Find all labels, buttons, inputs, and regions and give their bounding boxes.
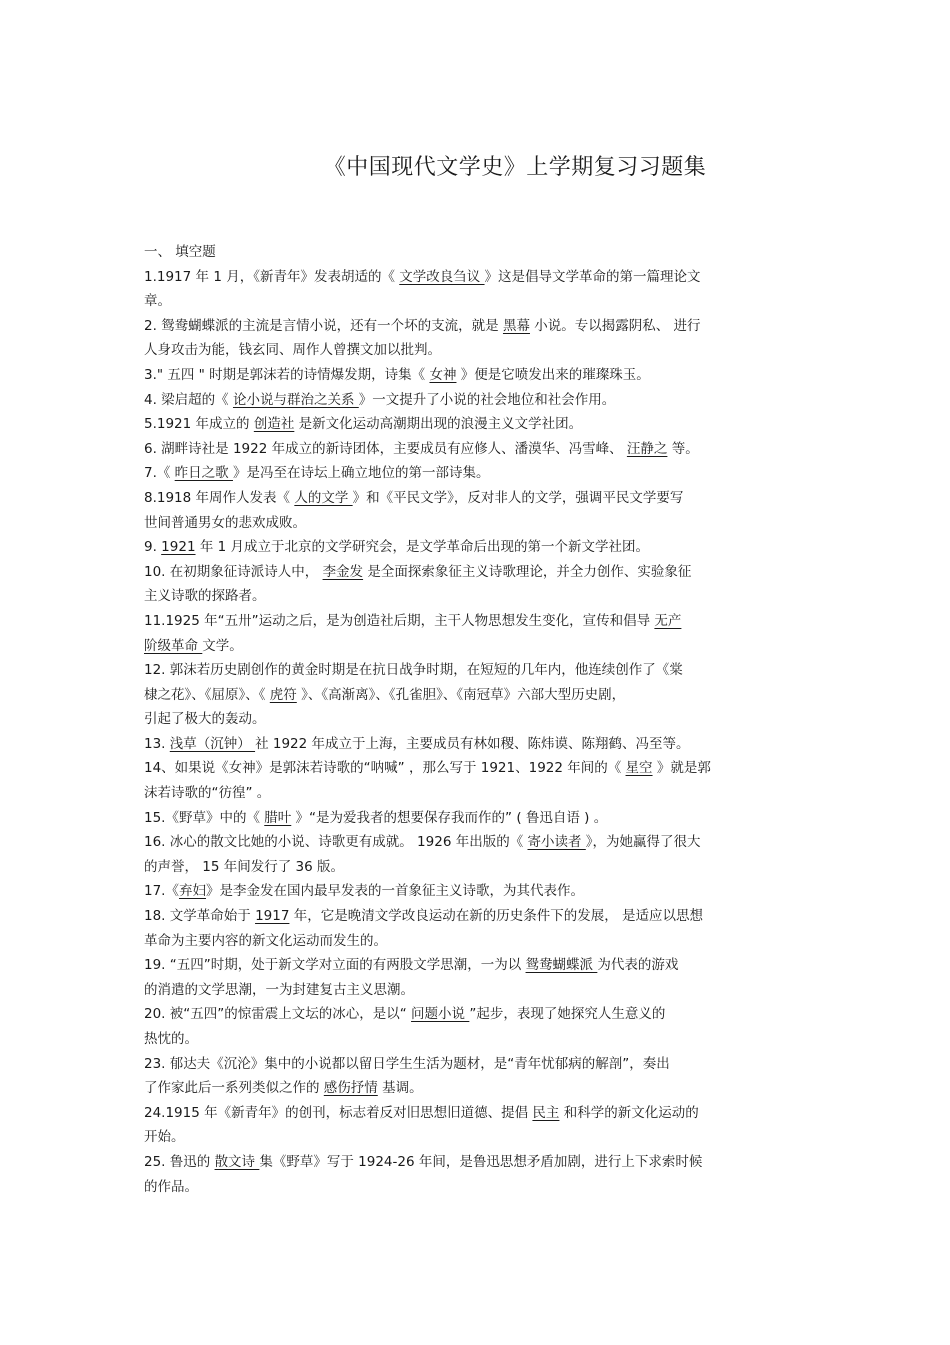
- answer-blank: 论小说与群治之关系: [232, 391, 359, 408]
- text-segment: 1.1917 年 1 月，《新青年》发表胡适的《: [144, 268, 400, 285]
- answer-blank: 创造社: [253, 416, 295, 433]
- text-segment: 是全面探索象征主义诗歌理论，并全力创作、实验象征: [363, 563, 692, 580]
- text-segment: 热忱的。: [144, 1031, 198, 1047]
- text-segment: 年 1 月成立于北京的文学研究会，是文学革命后出现的第一个新文学社团。: [195, 539, 649, 556]
- text-segment: ”起步，表现了她探究人生意义的: [469, 1006, 666, 1023]
- page-title: [0, 150, 950, 181]
- text-segment: 沫若诗歌的“彷徨” 。: [144, 785, 271, 802]
- text-line: [144, 1125, 814, 1150]
- text-segment: 棣之花》、《屈原》、《: [144, 686, 270, 703]
- text-segment: 的消遣的文学思潮，一为封建复古主义思潮。: [144, 981, 414, 998]
- text-line: [144, 609, 814, 634]
- text-line: [144, 830, 814, 855]
- text-line: [144, 437, 814, 462]
- text-line: [144, 855, 814, 880]
- text-line: [144, 363, 814, 388]
- answer-blank: 人的文学: [294, 489, 353, 506]
- text-segment: 的作品。: [144, 1178, 198, 1195]
- text-segment: 革命为主要内容的新文化运动而发生的。: [144, 932, 387, 949]
- answer-blank: 民主: [532, 1104, 560, 1121]
- answer-blank: 女神: [429, 366, 457, 383]
- text-line: [144, 1175, 814, 1200]
- text-segment: 15.《野草》中的《: [144, 809, 265, 826]
- answer-blank: 弃妇: [178, 883, 206, 900]
- text-line: [144, 560, 814, 585]
- text-segment: 》这是倡导文学革命的第一篇理论文: [484, 268, 701, 285]
- text-segment: 13.: [144, 735, 170, 752]
- text-line: [144, 486, 814, 511]
- text-line: [144, 806, 814, 831]
- answer-blank: 寄小读者: [527, 834, 586, 851]
- answer-blank: 腊叶: [264, 809, 292, 826]
- text-segment: 》、《高渐离》、《孔雀胆》、《南冠草》六部大型历史剧，: [296, 686, 626, 703]
- text-line: [144, 1052, 814, 1077]
- answer-blank: 感伤抒情: [323, 1080, 378, 1097]
- text-segment: 4. 梁启超的《: [144, 391, 233, 408]
- text-segment: 世间普通男女的悲欢成败。: [144, 514, 306, 531]
- answer-blank: 李金发: [322, 563, 364, 580]
- text-line: [144, 412, 814, 437]
- page-title-text: 《中国现代文学史》上学期复习习题集: [323, 155, 707, 180]
- text-segment: 2. 鸳鸯蝴蝶派的主流是言情小说，还有一个坏的支流，就是: [144, 317, 503, 334]
- text-segment: 》，为她赢得了很大: [585, 834, 701, 851]
- section-heading: [144, 240, 814, 265]
- text-segment: 19. “五四”时期，处于新文学对立面的有两股文学思潮，一为以: [144, 957, 526, 974]
- answer-blank: 文学改良刍议: [399, 268, 485, 285]
- text-line: [144, 658, 814, 683]
- text-segment: 10. 在初期象征诗派诗人中，: [144, 563, 323, 580]
- text-line: [144, 904, 814, 929]
- text-segment: 7.《: [144, 465, 175, 482]
- text-segment: 了作家此后一系列类似之作的: [144, 1080, 324, 1097]
- text-segment: 25. 鲁迅的: [144, 1153, 215, 1170]
- text-segment: 14、如果说《女神》是郭沫若诗歌的“呐喊” ，那么写于 1921、1922 年间的《: [144, 760, 626, 777]
- answer-blank: 1921: [161, 539, 196, 556]
- text-line: [144, 707, 814, 732]
- document-body: [144, 240, 814, 1199]
- text-segment: 》便是它喷发出来的璀璨珠玉。: [456, 366, 650, 383]
- answer-blank: 1917: [255, 908, 290, 925]
- text-line: [144, 388, 814, 413]
- answer-blank: 鸳鸯蝴蝶派: [525, 957, 598, 974]
- text-segment: 》和《平民文学》，反对非人的文学，强调平民文学要写: [352, 489, 684, 506]
- text-line: [144, 314, 814, 339]
- text-segment: 人身攻击为能，钱玄同、周作人曾撰文加以批判。: [144, 342, 441, 359]
- text-line: [144, 535, 814, 560]
- text-segment: 章。: [144, 293, 171, 310]
- text-segment: 9.: [144, 539, 162, 556]
- text-segment: 》是冯至在诗坛上确立地位的第一部诗集。: [232, 465, 490, 482]
- text-line: [144, 929, 814, 954]
- text-line: [144, 1027, 814, 1052]
- text-segment: 8.1918 年周作人发表《: [144, 489, 295, 506]
- text-segment: 6. 湖畔诗社是 1922 年成立的新诗团体，主要成员有应修人、潘漠华、冯雪峰、: [144, 440, 627, 457]
- text-segment: 是新文化运动高潮期出现的浪漫主义文学社团。: [294, 416, 583, 433]
- text-segment: 社 1922 年成立于上海，主要成员有林如稷、陈炜谟、陈翔鹤、冯至等。: [255, 735, 690, 752]
- text-segment: 基调。: [377, 1080, 423, 1097]
- text-line: [144, 584, 814, 609]
- text-line: [144, 289, 814, 314]
- answer-blank: 阶级革命: [144, 637, 203, 654]
- text-line: [144, 879, 814, 904]
- answer-blank: 浅草（沉钟）: [169, 735, 256, 752]
- text-line: [144, 1101, 814, 1126]
- text-segment: 20. 被“五四”的惊雷震上文坛的冰心，是以“: [144, 1006, 412, 1023]
- text-segment: 》就是郭: [652, 760, 711, 777]
- text-line: [144, 756, 814, 781]
- text-line: [144, 978, 814, 1003]
- text-segment: 17.《: [144, 883, 179, 900]
- answer-blank: 虎符: [269, 686, 297, 703]
- text-segment: 》“是为爱我者的想要保存我而作的” ( 鲁迅自语 ) 。: [291, 809, 608, 826]
- text-line: [144, 953, 814, 978]
- text-segment: 》是李金发在国内最早发表的一首象征主义诗歌，为其代表作。: [205, 883, 584, 900]
- text-segment: 23. 郁达夫《沉沦》集中的小说都以留日学生生活为题材，是“青年忧郁病的解剖”，奏出: [144, 1055, 670, 1072]
- answer-blank: 无产: [654, 612, 682, 629]
- text-segment: 集《野草》写于 1924-26 年间，是鲁迅思想矛盾加剧，进行上下求索时候: [259, 1153, 703, 1170]
- text-line: [144, 781, 814, 806]
- text-segment: 一、 填空题: [144, 244, 216, 260]
- text-segment: 主义诗歌的探路者。: [144, 588, 266, 605]
- text-line: [144, 461, 814, 486]
- text-line: [144, 338, 814, 363]
- text-segment: 小说。专以揭露阴私、 进行: [529, 317, 701, 334]
- answer-blank: 星空: [625, 760, 653, 777]
- text-line: [144, 1076, 814, 1101]
- text-line: [144, 1002, 814, 1027]
- answer-blank: 问题小说: [411, 1006, 470, 1023]
- text-line: [144, 265, 814, 290]
- text-line: [144, 683, 814, 708]
- text-segment: 24.1915 年《新青年》的创刊，标志着反对旧思想旧道德、提倡: [144, 1104, 533, 1121]
- text-segment: 的声誉， 15 年间发行了 36 版。: [144, 858, 345, 875]
- text-segment: 5.1921 年成立的: [144, 416, 254, 433]
- text-line: [144, 634, 814, 659]
- text-line: [144, 732, 814, 757]
- text-line: [144, 511, 814, 536]
- answer-blank: 昨日之歌: [174, 465, 233, 482]
- answer-blank: 散文诗: [214, 1153, 260, 1170]
- text-segment: 3." 五四 " 时期是郭沫若的诗情爆发期，诗集《: [144, 366, 430, 383]
- text-segment: 引起了极大的轰动。: [144, 711, 266, 728]
- text-segment: 文学。: [202, 637, 243, 654]
- text-segment: 和科学的新文化运动的: [559, 1104, 699, 1121]
- text-line: [144, 1150, 814, 1175]
- text-segment: 年，它是晚清文学改良运动在新的历史条件下的发展， 是适应以思想: [289, 908, 704, 925]
- text-segment: 为代表的游戏: [597, 957, 679, 974]
- text-segment: 》一文提升了小说的社会地位和社会作用。: [358, 391, 616, 408]
- text-segment: 等。: [667, 440, 699, 457]
- text-segment: 开始。: [144, 1129, 185, 1146]
- text-segment: 12. 郭沫若历史剧创作的黄金时期是在抗日战争时期，在短短的几年内，他连续创作了《棠: [144, 662, 683, 679]
- text-segment: 16. 冰心的散文比她的小说、诗歌更有成就。 1926 年出版的《: [144, 834, 528, 851]
- answer-blank: 汪静之: [626, 440, 668, 457]
- text-segment: 11.1925 年“五卅”运动之后，是为创造社后期，主干人物思想发生变化，宣传和倡导: [144, 612, 655, 629]
- text-segment: 18. 文学革命始于: [144, 908, 256, 925]
- answer-blank: 黑幕: [502, 317, 530, 334]
